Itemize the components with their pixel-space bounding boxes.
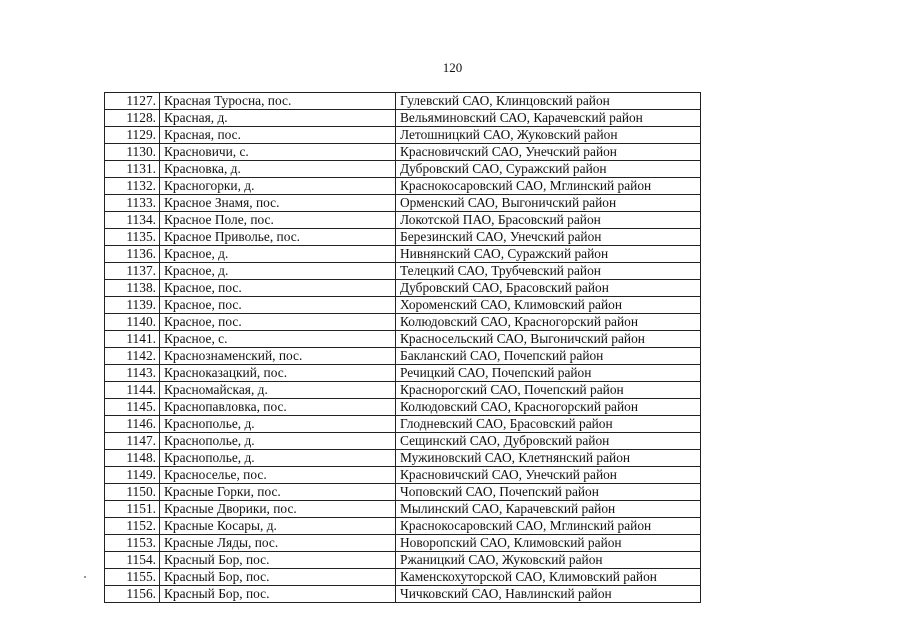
administrative-area: Бакланский САО, Почепский район [396,348,701,365]
administrative-area: Березинский САО, Унечский район [396,229,701,246]
settlements-table [104,92,701,603]
administrative-area: Красносельский САО, Выгоничский район [396,331,701,348]
table-row [105,484,701,501]
administrative-area: Дубровский САО, Суражский район [396,161,701,178]
administrative-area: Ржаницкий САО, Жуковский район [396,552,701,569]
row-number: 1153. [105,535,160,552]
settlement-name: Красновичи, с. [160,144,396,161]
row-number: 1143. [105,365,160,382]
settlement-name: Красное Поле, пос. [160,212,396,229]
table-row [105,552,701,569]
settlement-name: Красноказацкий, пос. [160,365,396,382]
table-row [105,229,701,246]
row-number: 1149. [105,467,160,484]
settlement-name: Красное, д. [160,246,396,263]
administrative-area: Мужиновский САО, Клетнянский район [396,450,701,467]
administrative-area: Новоропский САО, Климовский район [396,535,701,552]
margin-speck [84,576,86,578]
administrative-area: Краснорогский САО, Почепский район [396,382,701,399]
row-number: 1148. [105,450,160,467]
settlement-name: Краснознаменский, пос. [160,348,396,365]
table-row [105,93,701,110]
table-row [105,263,701,280]
table-row [105,110,701,127]
row-number: 1142. [105,348,160,365]
settlement-name: Краснополье, д. [160,416,396,433]
administrative-area: Речицкий САО, Почепский район [396,365,701,382]
administrative-area: Каменскохуторской САО, Климовский район [396,569,701,586]
settlement-name: Красные Дворики, пос. [160,501,396,518]
administrative-area: Локотской ПАО, Брасовский район [396,212,701,229]
row-number: 1129. [105,127,160,144]
row-number: 1151. [105,501,160,518]
settlement-name: Краснопавловка, пос. [160,399,396,416]
settlement-name: Красное, д. [160,263,396,280]
settlement-name: Красный Бор, пос. [160,586,396,603]
table-row [105,535,701,552]
administrative-area: Красновичский САО, Унечский район [396,144,701,161]
table-row [105,501,701,518]
row-number: 1139. [105,297,160,314]
settlement-name: Красный Бор, пос. [160,569,396,586]
row-number: 1134. [105,212,160,229]
row-number: 1156. [105,586,160,603]
table-row [105,569,701,586]
table-row [105,586,701,603]
table-row [105,280,701,297]
settlement-name: Красное, с. [160,331,396,348]
settlement-name: Красное Приволье, пос. [160,229,396,246]
settlement-name: Красновка, д. [160,161,396,178]
row-number: 1150. [105,484,160,501]
table-row [105,161,701,178]
table-row [105,314,701,331]
table-row [105,246,701,263]
administrative-area: Сещинский САО, Дубровский район [396,433,701,450]
settlement-name: Красное, пос. [160,297,396,314]
table-row [105,178,701,195]
row-number: 1132. [105,178,160,195]
row-number: 1135. [105,229,160,246]
settlement-name: Красные Косары, д. [160,518,396,535]
table-row [105,433,701,450]
row-number: 1137. [105,263,160,280]
row-number: 1128. [105,110,160,127]
administrative-area: Колюдовский САО, Красногорский район [396,314,701,331]
table-row [105,195,701,212]
row-number: 1131. [105,161,160,178]
administrative-area: Чоповский САО, Почепский район [396,484,701,501]
table-row [105,416,701,433]
settlement-name: Красная, д. [160,110,396,127]
table-row [105,127,701,144]
administrative-area: Красновичский САО, Унечский район [396,467,701,484]
row-number: 1130. [105,144,160,161]
administrative-area: Орменский САО, Выгоничский район [396,195,701,212]
table-row [105,382,701,399]
administrative-area: Хороменский САО, Климовский район [396,297,701,314]
administrative-area: Гулевский САО, Клинцовский район [396,93,701,110]
row-number: 1146. [105,416,160,433]
row-number: 1140. [105,314,160,331]
table-row [105,331,701,348]
row-number: 1136. [105,246,160,263]
row-number: 1147. [105,433,160,450]
settlement-name: Краснополье, д. [160,433,396,450]
administrative-area: Дубровский САО, Брасовский район [396,280,701,297]
administrative-area: Мылинский САО, Карачевский район [396,501,701,518]
table-row [105,348,701,365]
administrative-area: Вельяминовский САО, Карачевский район [396,110,701,127]
administrative-area: Краснокосаровский САО, Мглинский район [396,518,701,535]
settlement-name: Краснополье, д. [160,450,396,467]
page-number: 120 [442,60,463,75]
table-row [105,467,701,484]
row-number: 1152. [105,518,160,535]
table-row [105,144,701,161]
table-row [105,399,701,416]
settlement-name: Красное, пос. [160,314,396,331]
settlement-name: Красный Бор, пос. [160,552,396,569]
administrative-area: Нивнянский САО, Суражский район [396,246,701,263]
row-number: 1155. [105,569,160,586]
table-row [105,365,701,382]
administrative-area: Телецкий САО, Трубчевский район [396,263,701,280]
row-number: 1145. [105,399,160,416]
row-number: 1133. [105,195,160,212]
settlement-name: Красноселье, пос. [160,467,396,484]
settlement-name: Красногорки, д. [160,178,396,195]
table-row [105,212,701,229]
settlement-name: Красное, пос. [160,280,396,297]
row-number: 1138. [105,280,160,297]
administrative-area: Краснокосаровский САО, Мглинский район [396,178,701,195]
settlement-name: Красные Ляды, пос. [160,535,396,552]
row-number: 1141. [105,331,160,348]
table-row [105,518,701,535]
settlement-name: Красные Горки, пос. [160,484,396,501]
administrative-area: Чичковский САО, Навлинский район [396,586,701,603]
settlement-name: Красная, пос. [160,127,396,144]
row-number: 1154. [105,552,160,569]
row-number: 1144. [105,382,160,399]
table-row [105,450,701,467]
administrative-area: Глодневский САО, Брасовский район [396,416,701,433]
settlement-name: Красное Знамя, пос. [160,195,396,212]
administrative-area: Колюдовский САО, Красногорский район [396,399,701,416]
row-number: 1127. [105,93,160,110]
settlement-name: Красномайская, д. [160,382,396,399]
table-row [105,297,701,314]
settlements-table-body [105,93,701,603]
settlement-name: Красная Туросна, пос. [160,93,396,110]
administrative-area: Летошницкий САО, Жуковский район [396,127,701,144]
